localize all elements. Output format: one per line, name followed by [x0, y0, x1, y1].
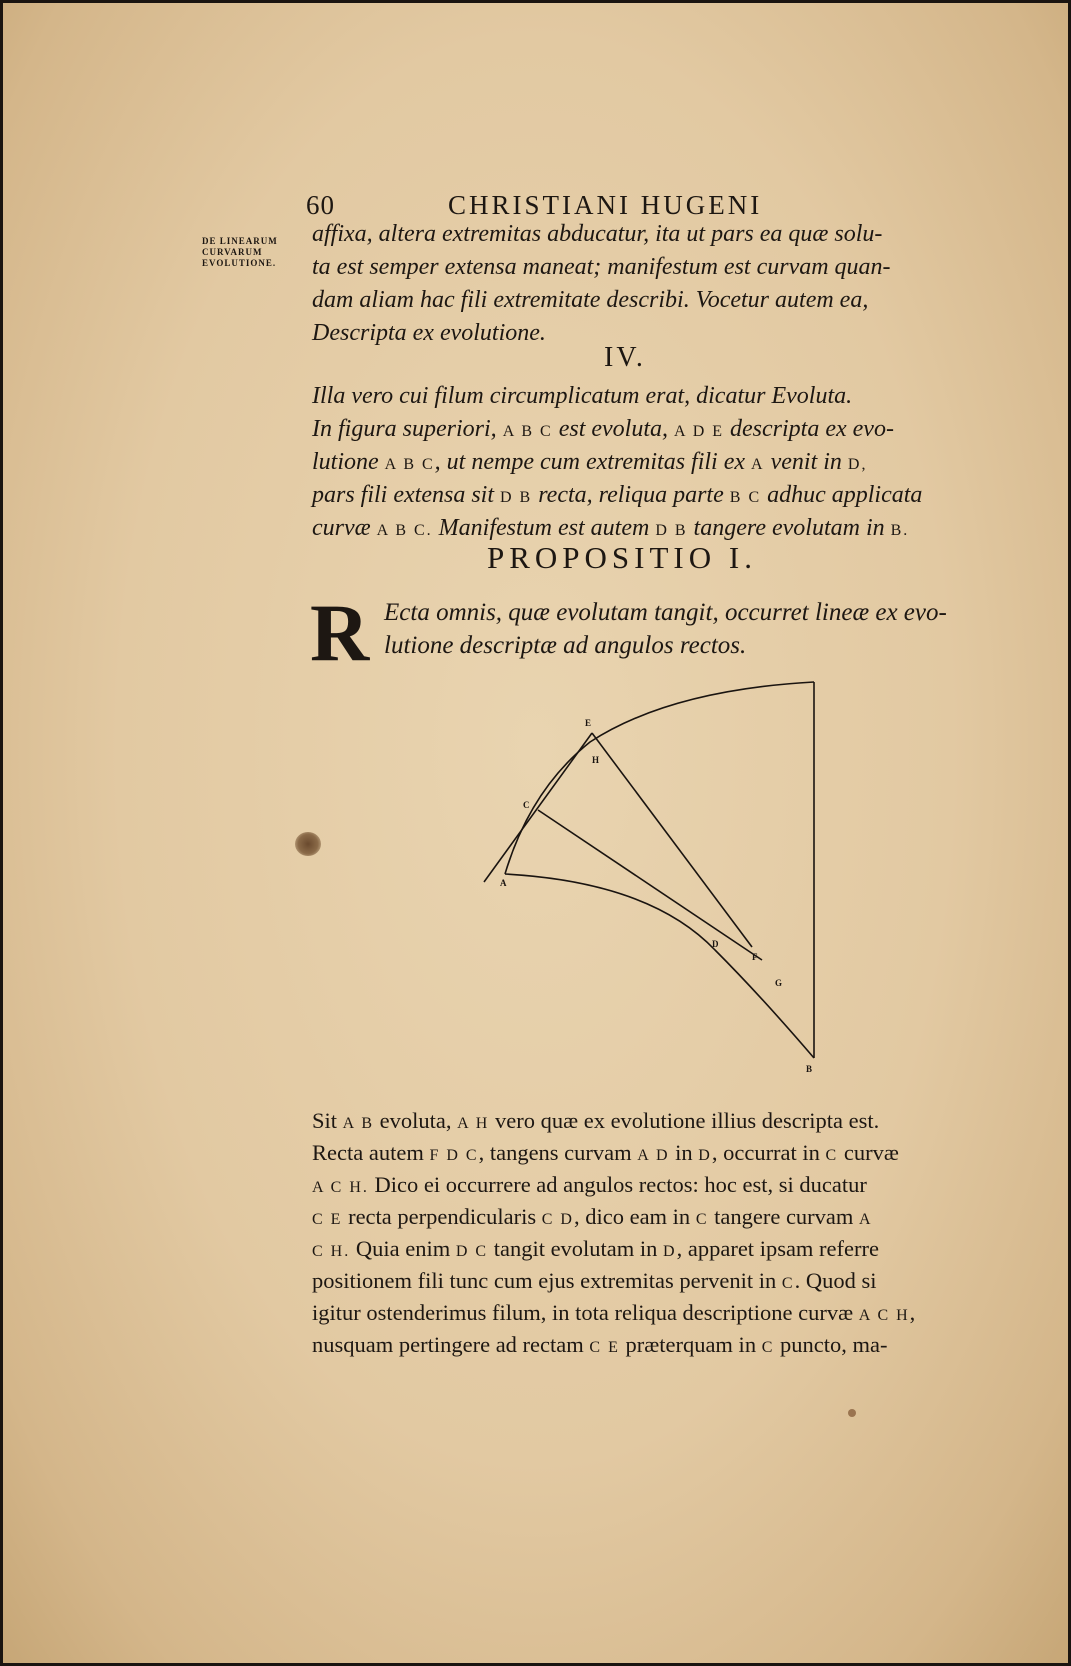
label-D: D	[712, 939, 719, 949]
paper-stain	[295, 832, 321, 856]
geometric-figure	[470, 670, 830, 1080]
drop-cap: R	[310, 587, 370, 678]
curve-described-ACH	[505, 682, 814, 874]
label-F: F	[752, 952, 758, 962]
line-CF	[538, 810, 762, 960]
proposition-heading: PROPOSITIO I.	[487, 540, 757, 575]
curve-evolute-ADB	[505, 874, 814, 1058]
running-title: CHRISTIANI HUGENI	[448, 190, 763, 220]
label-A: A	[500, 878, 507, 888]
proposition-statement: Ecta omnis, quæ evolutam tangit, occurret lineæ ex evo- lutione descriptæ ad angulos rectos.	[384, 599, 947, 659]
label-H: H	[592, 755, 600, 765]
line-AE	[484, 733, 592, 882]
paper-spot	[848, 1409, 856, 1417]
label-C: C	[523, 800, 530, 810]
paragraph-evoluta: Illa vero cui filum circumplicatum erat, dicatur Evoluta. In figura superiori, A B C est evoluta, A D E descripta ex evo- lutione A B C, ut nempe cum extremitas fili ex A venit in D, pars fili extensa sit D B recta, reliqua parte B C adhuc applicata curvæ A B C. Manifestum est autem D B tangere evolutam in B.	[312, 383, 923, 541]
paragraph-definition: affixa, altera extremitas abducatur, ita ut pars ea quæ solu- ta est semper extensa maneat; manifestum est curvam quan- dam aliam hac fili extremitate describi. Vocetur autem ea, Descripta ex evolutione.	[312, 221, 891, 346]
page-number: 60	[306, 190, 335, 220]
label-B: B	[806, 1064, 813, 1074]
body-paragraph: Sit A B evoluta, A H vero quæ ex evolutione illius descripta est. Recta autem F D C, tangens curvam A D in D, occurrat in C curvæ A C H. Dico ei occurrere ad angulos rectos: hoc est, si ducatur C E recta perpendicularis C D, dico eam in C tangere curvam A C H. Quia enim D C tangit evolutam in D, apparet ipsam referre positionem fili tunc cum ejus extremitas pervenit in C. Quod si igitur ostenderimus filum, in tota reliqua descriptione curvæ A C H, nusquam pertingere ad rectam C E præterquam in C puncto, ma-	[312, 1108, 916, 1357]
section-number: IV.	[604, 342, 646, 373]
margin-note: DE LINEARUM CURVARUM EVOLUTIONE.	[202, 236, 278, 268]
label-G: G	[775, 978, 783, 988]
label-E: E	[585, 718, 592, 728]
line-EF	[592, 733, 752, 947]
